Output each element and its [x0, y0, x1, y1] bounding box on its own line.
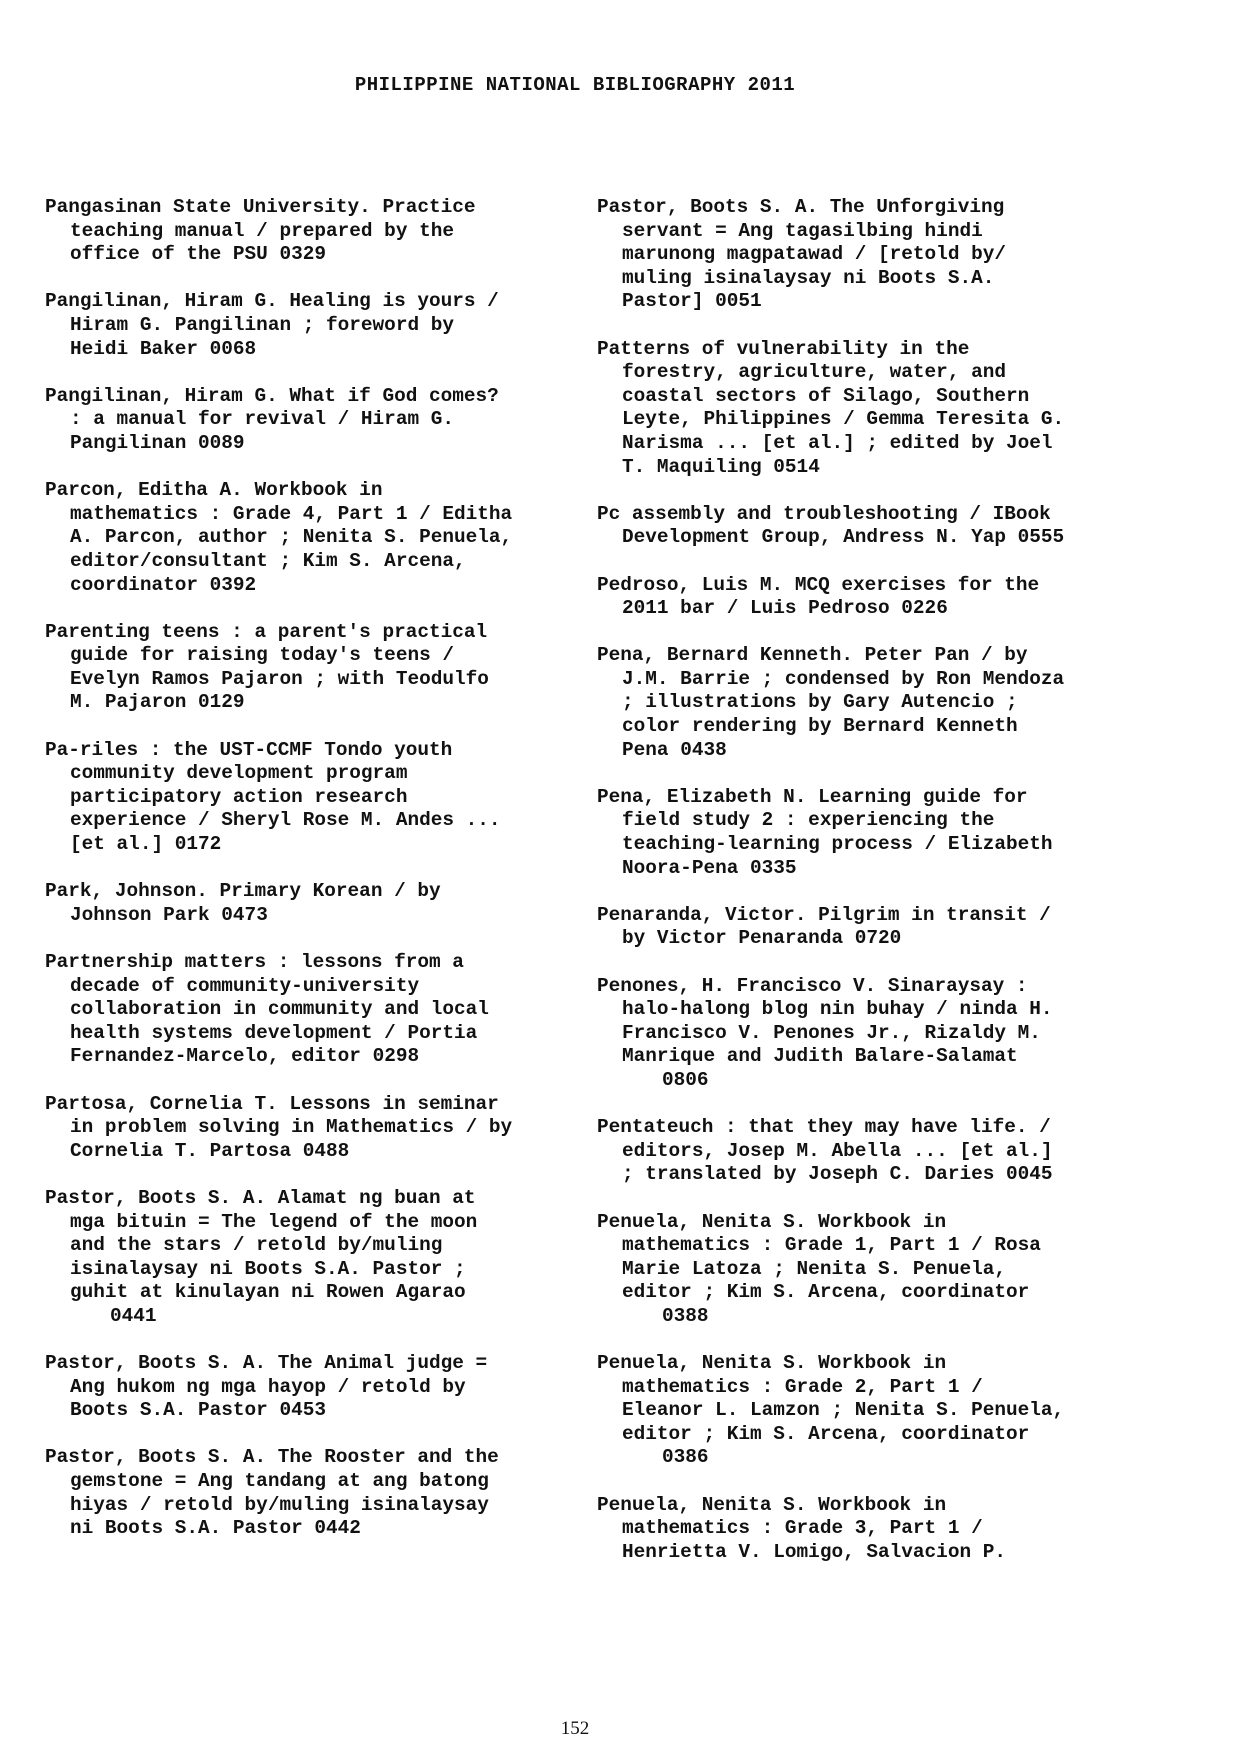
control-number: 0298: [372, 1045, 420, 1068]
entry-text: Pentateuch : that they may have life. / editors, Josep M. Abella ... [et al.] ; translated by Joseph C. Daries: [597, 1116, 1053, 1186]
entry-text: Park, Johnson. Primary Korean / by Johnson Park: [45, 880, 441, 926]
entry-text: Patterns of vulnerability in the forestry, agriculture, water, and coastal sectors of Silago, Southern Leyte, Philippines / Gemma Teresita G. Narisma ... [et al.] ; edited by Joel T. Maquiling: [597, 337, 1065, 478]
bibliography-entry: [597, 644, 1157, 762]
control-number: 0806: [662, 1068, 709, 1091]
entry-text: Parenting teens : a parent's practical guide for raising today's teens / Evelyn Ramos Pajaron ; with Teodulfo M. Pajaron: [45, 620, 489, 714]
entry-text: Partnership matters : lessons from a decade of community-university collaboration in community and local health systems development / Portia Fernandez-Marcelo, editor: [45, 951, 489, 1068]
control-number: 0226: [901, 597, 948, 620]
entry-text: Pena, Bernard Kenneth. Peter Pan / by J.M. Barrie ; condensed by Ron Mendoza ; illustrations by Gary Autencio ; color rendering by Bernard Kenneth Pena: [597, 644, 1065, 761]
bibliography-entry: [45, 880, 565, 927]
entry-text: Pa-riles : the UST-CCMF Tondo youth community development program participatory action research experience / Sheryl Rose M. Andes ... [et al.]: [45, 738, 501, 856]
entry-text: Parcon, Editha A. Workbook in mathematics : Grade 4, Part 1 / Editha A. Parcon, author ; Nenita S. Penuela, editor/consultant ; Kim S. Arcena, coordinator: [45, 479, 513, 596]
left-column: [45, 196, 565, 1564]
control-number: 0089: [198, 431, 245, 454]
bibliography-entry: [597, 503, 1157, 550]
bibliography-entry: [45, 1187, 565, 1329]
control-number: 0129: [198, 691, 245, 714]
entry-text: Pangilinan, Hiram G. What if God comes? : a manual for revival / Hiram G. Pangilinan: [45, 384, 499, 454]
entry-text: Penuela, Nenita S. Workbook in mathematics : Grade 1, Part 1 / Rosa Marie Latoza ; Nenita S. Penuela, editor ; Kim S. Arcena, coordinator: [597, 1210, 1041, 1304]
right-column: [597, 196, 1157, 1588]
control-number: 0514: [773, 455, 820, 478]
control-number: 0068: [209, 337, 257, 360]
entry-text: Penuela, Nenita S. Workbook in mathematics : Grade 3, Part 1 / Henrietta V. Lomigo, Salvacion P.: [597, 1493, 1006, 1563]
entry-text: Pastor, Boots S. A. Alamat ng buan at mga bituin = The legend of the moon and the stars / retold by/muling isinalaysay ni Boots S.A. Pastor ; guhit at kinulayan ni Rowen Agarao: [45, 1186, 478, 1304]
bibliography-entry: [597, 1494, 1157, 1565]
entry-text: Pastor, Boots S. A. The Rooster and the gemstone = Ang tandang at ang batong hiyas / retold by/muling isinalaysay ni Boots S.A. Pastor: [45, 1446, 499, 1540]
bibliography-entry: [45, 739, 565, 857]
entry-text: Partosa, Cornelia T. Lessons in seminar in problem solving in Mathematics / by Cornelia T. Partosa: [45, 1092, 513, 1162]
page-header: PHILIPPINE NATIONAL BIBLIOGRAPHY 2011: [354, 74, 796, 96]
entry-text: Penones, H. Francisco V. Sinaraysay : halo-halong blog nin buhay / ninda H. Francisco V. Penones Jr., Rizaldy M. Manrique and Judith Balare-Salamat: [597, 974, 1053, 1068]
bibliography-entry: [45, 385, 565, 456]
bibliography-entry: [597, 975, 1157, 1093]
bibliography-entry: [597, 196, 1157, 314]
entry-text: Pastor, Boots S. A. The Animal judge = Ang hukom ng mga hayop / retold by Boots S.A. Pastor: [45, 1352, 488, 1422]
bibliography-entry: [45, 196, 565, 267]
control-number: 0488: [302, 1139, 350, 1162]
entry-text: Pedroso, Luis M. MCQ exercises for the 2011 bar / Luis Pedroso: [597, 573, 1040, 620]
entry-text: Penuela, Nenita S. Workbook in mathematics : Grade 2, Part 1 / Eleanor L. Lamzon ; Nenita S. Penuela, editor ; Kim S. Arcena, coordinator: [597, 1352, 1065, 1445]
control-number: 0388: [662, 1304, 709, 1327]
page-number: 152: [560, 1718, 590, 1739]
control-number: 0453: [279, 1399, 327, 1422]
entry-text: Pangilinan, Hiram G. Healing is yours / Hiram G. Pangilinan ; foreword by Heidi Baker: [45, 290, 499, 360]
bibliography-entry: [45, 951, 565, 1069]
bibliography-entry: [45, 1446, 565, 1540]
bibliography-entry: [597, 574, 1157, 621]
bibliography-entry: [45, 621, 565, 715]
bibliography-entry: [45, 1352, 565, 1423]
control-number: 0720: [854, 927, 902, 950]
control-number: 0438: [680, 738, 727, 761]
control-number: 0329: [279, 243, 327, 266]
bibliography-entry: [597, 1116, 1157, 1187]
entry-text: Penaranda, Victor. Pilgrim in transit / by Victor Penaranda: [597, 903, 1051, 950]
control-number: 0442: [314, 1517, 361, 1540]
bibliography-entry: [45, 290, 565, 361]
entry-text: Pastor, Boots S. A. The Unforgiving servant = Ang tagasilbing hindi marunong magpatawad / [retold by/ muling isinalaysay ni Boots S.A. Pastor]: [597, 196, 1006, 313]
control-number: 0392: [209, 573, 257, 596]
control-number: 0386: [662, 1446, 709, 1469]
bibliography-entry: [597, 1352, 1157, 1470]
control-number: 0555: [1017, 526, 1065, 549]
control-number: 0172: [174, 833, 222, 856]
control-number: 0473: [221, 903, 268, 926]
bibliography-entry: [597, 904, 1157, 951]
control-number: 0051: [715, 290, 762, 313]
bibliography-entry: [597, 786, 1157, 880]
bibliography-entry: [45, 479, 565, 597]
bibliography-entry: [597, 338, 1157, 480]
control-number: 0441: [110, 1304, 157, 1327]
bibliography-entry: [45, 1093, 565, 1164]
bibliography-entry: [597, 1211, 1157, 1329]
entry-text: Pena, Elizabeth N. Learning guide for field study 2 : experiencing the teaching-learning process / Elizabeth Noora-Pena: [597, 785, 1053, 879]
control-number: 0335: [750, 856, 797, 879]
entry-text: Pangasinan State University. Practice teaching manual / prepared by the office of the PSU: [45, 196, 476, 266]
entry-text: Pc assembly and troubleshooting / IBook Development Group, Andress N. Yap: [597, 502, 1051, 549]
control-number: 0045: [1006, 1163, 1053, 1186]
